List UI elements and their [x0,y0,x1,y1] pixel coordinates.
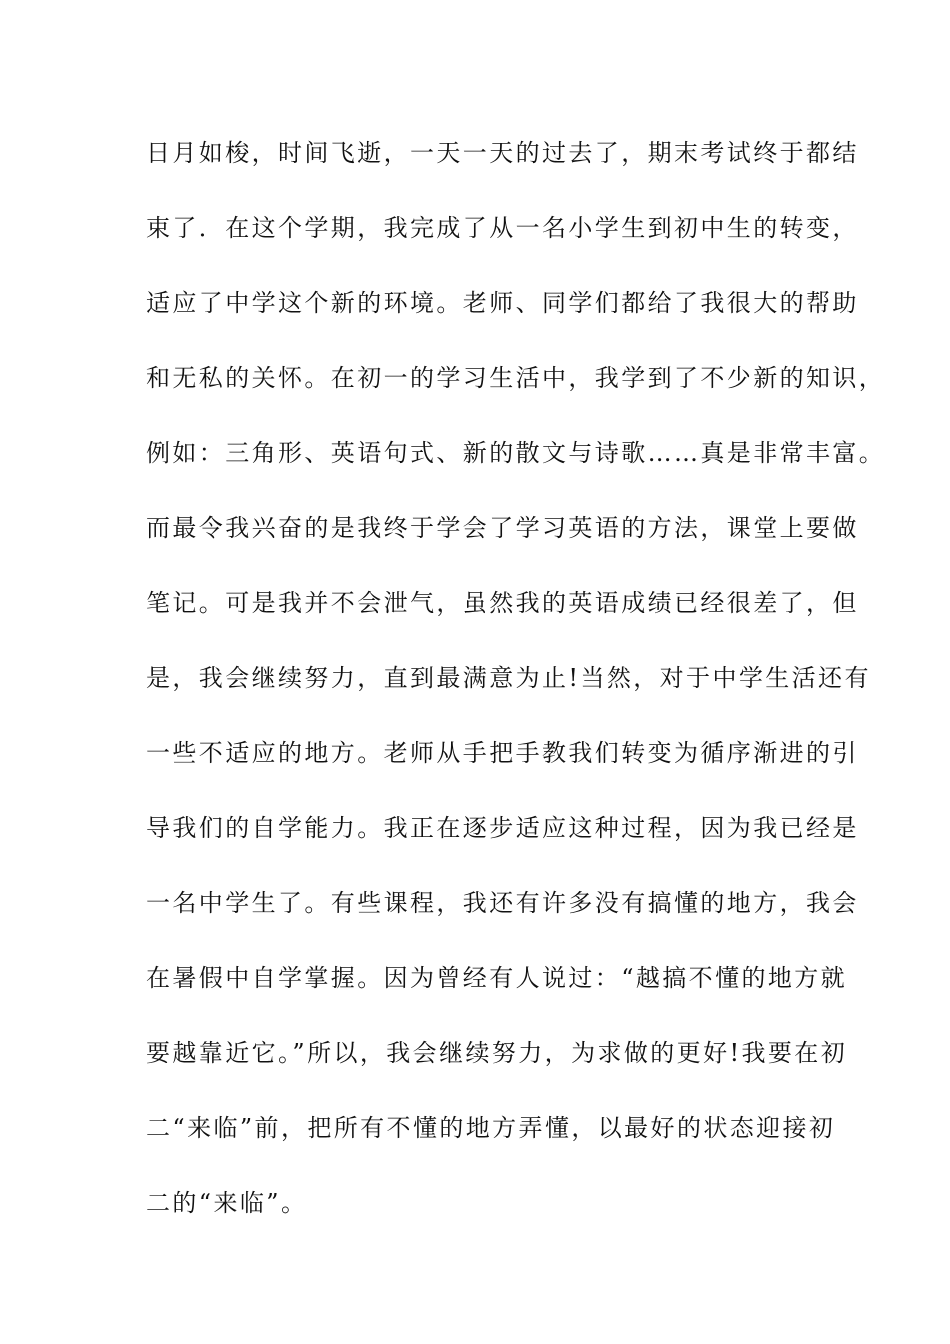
text-line: 二的“来临”。 [146,1189,308,1217]
text-line: 一名中学生了。有些课程，我还有许多没有搞懂的地方，我会 [146,889,859,917]
text-line: 笔记。可是我并不会泄气，虽然我的英语成绩已经很差了，但 [146,589,859,617]
text-line: 导我们的自学能力。我正在逐步适应这种过程，因为我已经是 [146,814,859,842]
text-line: 束了．在这个学期，我完成了从一名小学生到初中生的转变， [146,214,859,242]
text-line: 要越靠近它。”所以，我会继续努力，为求做的更好!我要在初 [146,1039,848,1067]
text-line: 和无私的关怀。在初一的学习生活中，我学到了不少新的知识， [146,364,886,392]
text-line: 适应了中学这个新的环境。老师、同学们都给了我很大的帮助 [146,289,859,317]
text-line: 而最令我兴奋的是我终于学会了学习英语的方法，课堂上要做 [146,514,859,542]
text-line: 例如：三角形、英语句式、新的散文与诗歌……真是非常丰富。 [146,439,886,467]
text-line: 在暑假中自学掌握。因为曾经有人说过：“越搞不懂的地方就 [146,964,848,992]
text-line: 一些不适应的地方。老师从手把手教我们转变为循序渐进的引 [146,739,859,767]
text-line: 日月如梭，时间飞逝，一天一天的过去了，期末考试终于都结 [146,139,859,167]
text-line: 二“来临”前，把所有不懂的地方弄懂，以最好的状态迎接初 [146,1114,836,1142]
text-line: 是，我会继续努力，直到最满意为止!当然，对于中学生活还有 [146,664,871,692]
document-body [146,128,886,1253]
